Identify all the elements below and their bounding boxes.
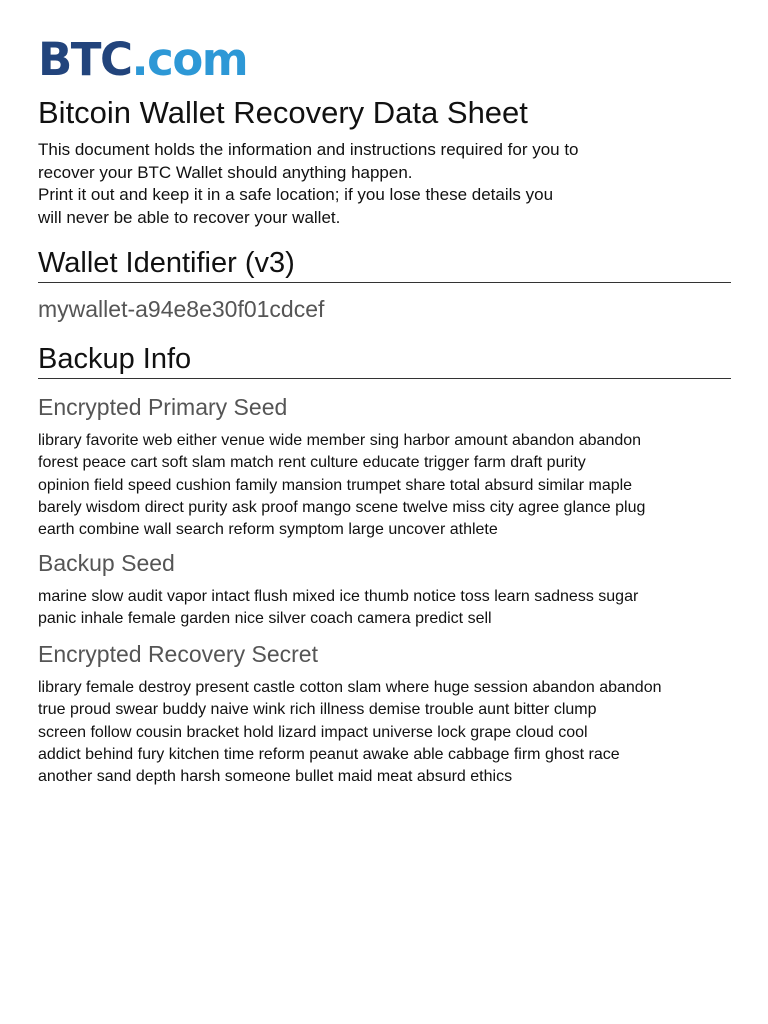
logo-dot: . [131, 33, 148, 86]
seed-line: barely wisdom direct purity ask proof mango scene twelve miss city agree glance plug [38, 498, 646, 516]
logo-brand: BTC [38, 33, 132, 86]
recovery-secret-words [38, 677, 731, 788]
intro-line: This document holds the information and instructions required for you to [38, 140, 579, 159]
document-title: Bitcoin Wallet Recovery Data Sheet [38, 95, 528, 130]
btc-com-logo [38, 33, 248, 86]
intro-line: recover your BTC Wallet should anything happen. [38, 162, 413, 182]
seed-line: library female destroy present castle cotton slam where huge session abandon abandon [38, 679, 662, 696]
seed-line: earth combine wall search reform symptom large uncover athlete [38, 521, 498, 539]
seed-line: opinion field speed cushion family mansion trumpet share total absurd similar maple [38, 476, 633, 494]
logo-tld: com [147, 33, 248, 86]
seed-line: marine slow audit vapor intact flush mixed ice thumb notice toss learn sadness sugar [38, 588, 639, 605]
primary-seed-words [38, 430, 731, 541]
seed-line: panic inhale female garden nice silver coach camera predict sell [38, 610, 492, 628]
recovery-secret-heading: Encrypted Recovery Secret [38, 641, 318, 667]
wallet-identifier-value: mywallet-a94e8e30f01cdcef [38, 296, 325, 322]
backup-seed-words [38, 586, 731, 631]
backup-seed-heading: Backup Seed [38, 550, 175, 576]
seed-line: forest peace cart soft slam match rent culture educate trigger farm draft purity [38, 454, 586, 472]
intro-line: Print it out and keep it in a safe location; if you lose these details you [38, 185, 554, 204]
seed-line: screen follow cousin bracket hold lizard impact universe lock grape cloud cool [38, 723, 588, 741]
seed-line: library favorite web either venue wide member sing harbor amount abandon abandon [38, 432, 642, 449]
intro-line: will never be able to recover your wallet. [38, 207, 341, 227]
intro-text [38, 139, 658, 229]
wallet-identifier-heading: Wallet Identifier (v3) [38, 246, 731, 283]
seed-line: another sand depth harsh someone bullet maid meat absurd ethics [38, 768, 513, 786]
seed-line: true proud swear buddy naive wink rich illness demise trouble aunt bitter clump [38, 701, 597, 719]
backup-info-heading: Backup Info [38, 342, 731, 379]
seed-line: addict behind fury kitchen time reform peanut awake able cabbage firm ghost race [38, 745, 620, 763]
primary-seed-heading: Encrypted Primary Seed [38, 394, 288, 420]
